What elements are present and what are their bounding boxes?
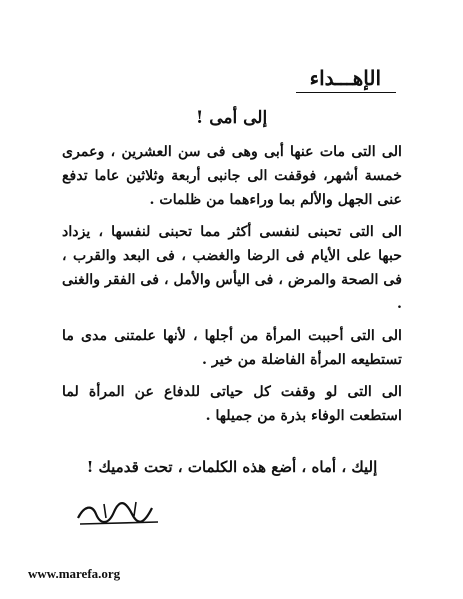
handwritten-signature <box>74 496 164 530</box>
paragraph: الى التى مات عنها أبى وهى فى سن العشرين ، وعمرى خمسة أشهر، فوقفت الى جانبى أربعة وثلاثين عاما تدفع عنى الجهل والألم بما وراءهما من ظلمات . <box>62 144 402 208</box>
dedication-body <box>62 140 402 436</box>
paragraph: الى التى لو وقفت كل حياتى للدفاع عن المرأة لما استطعت الوفاء بذرة من جميلها . <box>62 384 402 424</box>
closing-line: إليك ، أماه ، أضع هذه الكلمات ، تحت قدميك ! <box>86 458 378 476</box>
website-url: www.marefa.org <box>28 566 121 581</box>
paragraph: الى التى تحبنى لنفسى أكثر مما تحبنى لنفسها ، يزداد حبها على الأيام فى الرضا والغضب ، فى البعد والقرب ، فى الصحة والمرض ، فى اليأس والأمل ، فى الفقر والغنى . <box>62 224 402 312</box>
heading-underline <box>296 92 396 93</box>
page-heading: الإهـــداء <box>309 66 381 90</box>
salutation: إلى أمى ! <box>195 108 268 128</box>
paragraph: الى التى أحببت المرأة من أجلها ، لأنها علمتنى مدى ما تستطيعه المرأة الفاضلة من خير . <box>62 328 402 368</box>
